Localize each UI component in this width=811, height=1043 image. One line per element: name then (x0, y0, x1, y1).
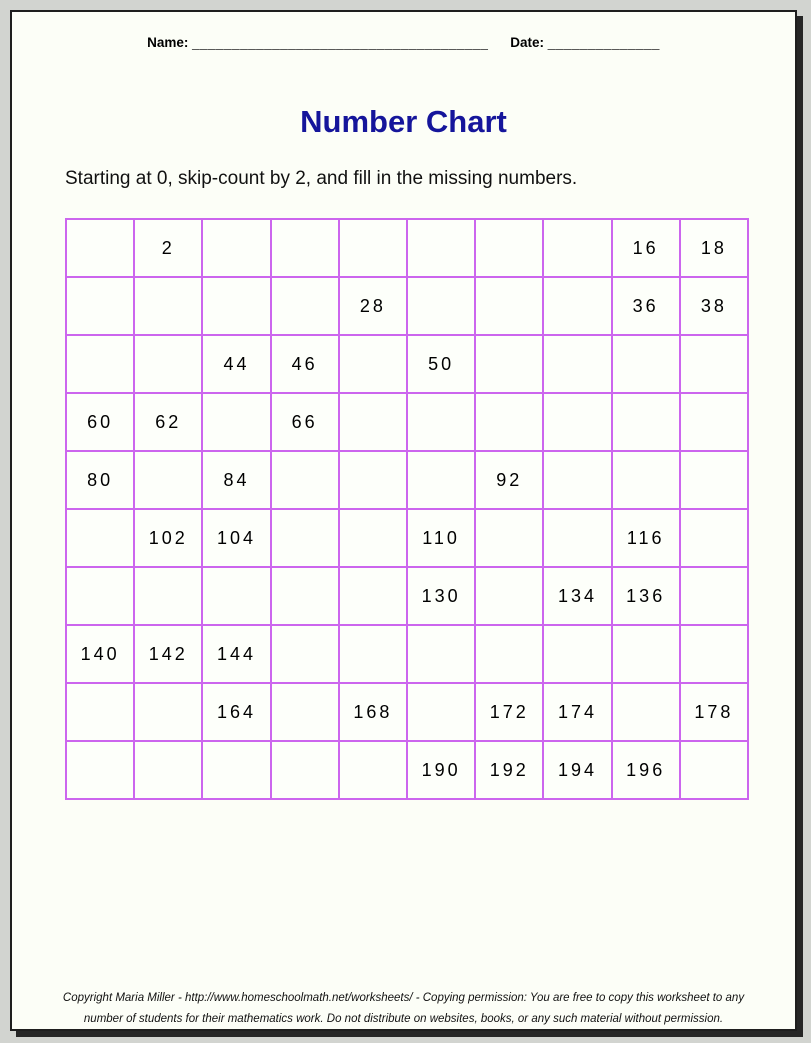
grid-cell-blank (407, 451, 475, 509)
grid-cell-filled: 172 (475, 683, 543, 741)
name-label: Name: (147, 35, 189, 50)
grid-cell-blank (271, 741, 339, 799)
worksheet-page (10, 10, 797, 1031)
copyright-line-2: number of students for their mathematics work. Do not distribute on websites, books, or any such material without permission. (83, 1013, 724, 1025)
grid-cell-filled: 190 (407, 741, 475, 799)
grid-cell-blank (612, 625, 680, 683)
grid-cell-blank (612, 451, 680, 509)
grid-cell-blank (612, 683, 680, 741)
grid-cell-blank (202, 219, 270, 277)
grid-cell-blank (475, 277, 543, 335)
grid-cell-blank (475, 335, 543, 393)
grid-cell-blank (271, 625, 339, 683)
grid-cell-filled: 178 (680, 683, 748, 741)
grid-cell-filled: 136 (612, 567, 680, 625)
name-date-row (12, 35, 795, 50)
grid-cell-filled: 144 (202, 625, 270, 683)
grid-cell-blank (339, 509, 407, 567)
grid-cell-filled: 164 (202, 683, 270, 741)
grid-cell-blank (407, 683, 475, 741)
grid-cell-blank (271, 451, 339, 509)
grid-cell-filled: 140 (66, 625, 134, 683)
grid-cell-blank (134, 277, 202, 335)
grid-cell-blank (134, 567, 202, 625)
grid-cell-blank (407, 219, 475, 277)
page-title: Number Chart (300, 104, 507, 139)
date-label: Date: (510, 35, 544, 50)
grid-cell-filled: 194 (543, 741, 611, 799)
grid-cell-blank (543, 393, 611, 451)
grid-cell-blank (475, 393, 543, 451)
grid-cell-blank (202, 277, 270, 335)
grid-cell-filled: 2 (134, 219, 202, 277)
grid-cell-blank (66, 683, 134, 741)
grid-cell-blank (339, 741, 407, 799)
grid-cell-blank (475, 625, 543, 683)
grid-cell-blank (66, 277, 134, 335)
grid-cell-blank (543, 277, 611, 335)
grid-cell-blank (202, 741, 270, 799)
grid-cell-blank (202, 567, 270, 625)
date-blank-line: ______________ (547, 35, 660, 50)
grid-cell-filled: 134 (543, 567, 611, 625)
grid-cell-blank (339, 393, 407, 451)
grid-cell-blank (271, 219, 339, 277)
grid-cell-filled: 104 (202, 509, 270, 567)
grid-cell-blank (134, 683, 202, 741)
grid-cell-blank (134, 451, 202, 509)
grid-cell-filled: 66 (271, 393, 339, 451)
grid-cell-blank (543, 509, 611, 567)
grid-cell-blank (543, 451, 611, 509)
grid-cell-blank (407, 277, 475, 335)
copyright-footer (12, 988, 795, 1030)
grid-cell-blank (66, 335, 134, 393)
grid-cell-filled: 60 (66, 393, 134, 451)
grid-cell-blank (407, 393, 475, 451)
grid-cell-blank (407, 625, 475, 683)
grid-cell-filled: 192 (475, 741, 543, 799)
grid-cell-blank (66, 741, 134, 799)
grid-cell-blank (66, 509, 134, 567)
instruction-text: Starting at 0, skip-count by 2, and fill in the missing numbers. (65, 168, 578, 189)
grid-cell-blank (680, 567, 748, 625)
grid-cell-blank (612, 393, 680, 451)
grid-cell-filled: 116 (612, 509, 680, 567)
grid-cell-filled: 102 (134, 509, 202, 567)
grid-cell-blank (543, 335, 611, 393)
grid-cell-blank (339, 567, 407, 625)
grid-cell-blank (680, 625, 748, 683)
grid-cell-filled: 44 (202, 335, 270, 393)
grid-cell-filled: 174 (543, 683, 611, 741)
grid-cell-filled: 38 (680, 277, 748, 335)
grid-cell-blank (134, 741, 202, 799)
grid-cell-blank (339, 335, 407, 393)
grid-cell-filled: 130 (407, 567, 475, 625)
grid-cell-filled: 62 (134, 393, 202, 451)
grid-cell-blank (475, 219, 543, 277)
grid-cell-filled: 16 (612, 219, 680, 277)
grid-cell-blank (543, 625, 611, 683)
grid-cell-filled: 18 (680, 219, 748, 277)
grid-cell-blank (680, 741, 748, 799)
grid-cell-blank (339, 625, 407, 683)
grid-cell-filled: 28 (339, 277, 407, 335)
grid-cell-filled: 36 (612, 277, 680, 335)
grid-cell-filled: 196 (612, 741, 680, 799)
number-grid (65, 218, 749, 800)
grid-cell-blank (271, 683, 339, 741)
grid-cell-blank (680, 509, 748, 567)
grid-cell-blank (680, 451, 748, 509)
grid-cell-blank (680, 335, 748, 393)
grid-cell-blank (134, 335, 202, 393)
grid-cell-filled: 168 (339, 683, 407, 741)
grid-cell-blank (66, 219, 134, 277)
grid-cell-blank (680, 393, 748, 451)
grid-cell-blank (271, 277, 339, 335)
grid-cell-blank (271, 509, 339, 567)
grid-cell-blank (475, 509, 543, 567)
grid-cell-blank (339, 219, 407, 277)
grid-cell-blank (202, 393, 270, 451)
grid-cell-blank (543, 219, 611, 277)
grid-cell-blank (475, 567, 543, 625)
grid-cell-filled: 50 (407, 335, 475, 393)
grid-cell-filled: 110 (407, 509, 475, 567)
grid-cell-blank (612, 335, 680, 393)
grid-cell-filled: 80 (66, 451, 134, 509)
grid-cell-filled: 142 (134, 625, 202, 683)
grid-cell-blank (339, 451, 407, 509)
copyright-line-1: Copyright Maria Miller - http://www.homeschoolmath.net/worksheets/ - Copying permission: You are free to copy this worksheet to any (62, 992, 745, 1004)
grid-cell-filled: 46 (271, 335, 339, 393)
grid-cell-filled: 84 (202, 451, 270, 509)
grid-cell-blank (66, 567, 134, 625)
name-blank-line: _____________________________________ (192, 35, 489, 50)
grid-cell-filled: 92 (475, 451, 543, 509)
grid-cell-blank (271, 567, 339, 625)
